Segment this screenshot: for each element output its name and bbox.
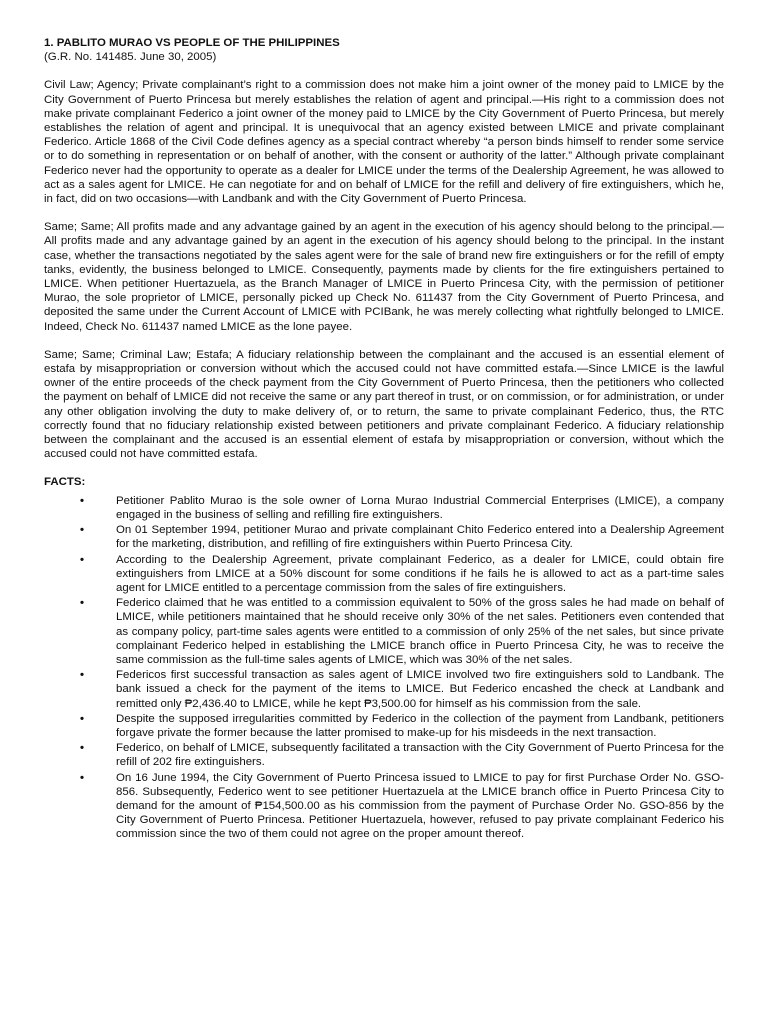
bullet-icon: • bbox=[79, 712, 84, 725]
fact-item bbox=[72, 494, 724, 522]
fact-item bbox=[72, 771, 724, 842]
fact-text: Federico, on behalf of LMICE, subsequently facilitated a transaction with the City Government of Puerto Princesa for the refill of 202 fire extinguishers. bbox=[116, 742, 724, 769]
syllabus-paragraph-profits: Same; Same; All profits made and any advantage gained by an agent in the execution of his agency should belong to the principal.—All profits made and any advantage gained by an agent in the execution of his agency should belong to the principal. In the instant case, whether the transactions negotiated by the sales agent were for the sale of brand new fire extinguishers or for the refill of empty tanks, evidently, the business belonged to LMICE. Consequently, payments made by clients for the fire extinguishers pertained to LMICE. When petitioner Huertazuela, as the Branch Manager of LMICE in Puerto Princesa City, with the permission of petitioner Murao, the sole proprietor of LMICE, personally picked up Check No. 611437 from the City Government of Puerto Princesa, and deposited the same under the Current Account of LMICE with PCIBank, he was merely collecting what rightfully belonged to LMICE. Indeed, Check No. 611437 named LMICE as the lone payee. bbox=[44, 221, 724, 333]
fact-text: On 01 September 1994, petitioner Murao and private complainant Chito Federico entered into a Dealership Agreement for the marketing, distribution, and refilling of fire extinguishers within Puerto Princesa City. bbox=[116, 524, 724, 551]
fact-item bbox=[72, 668, 724, 711]
case-header bbox=[44, 36, 724, 64]
fact-item bbox=[72, 553, 724, 596]
bullet-icon: • bbox=[79, 771, 84, 784]
bullet-icon: • bbox=[79, 669, 84, 682]
fact-item bbox=[72, 523, 724, 551]
document-page bbox=[44, 36, 724, 843]
fact-item bbox=[72, 712, 724, 740]
fact-text: Federicos first successful transaction as sales agent of LMICE involved two fire extinguishers sold to Landbank. The bank issued a check for the payment of the items to LMICE. But Federico encashed the check at Landbank and remitted only ₱2,436.40 to LMICE, while he kept ₱3,500.00 for himself as his commission from the sale. bbox=[116, 669, 724, 710]
case-citation: (G.R. No. 141485. June 30, 2005) bbox=[44, 51, 217, 64]
bullet-icon: • bbox=[79, 553, 84, 566]
fact-text: Federico claimed that he was entitled to a commission equivalent to 50% of the gross sales he had made on behalf of LMICE, while petitioners maintained that he should receive only 30% of the net sales. Petitioners even contended that as company policy, part-time sales agents were entitled to a commission of only 25% of the net sales, but since private complainant Federico helped in establishing the LMICE branch office in Puerto Princesa City, he was to receive the same commission as the full-time sales agents of LMICE, which was 30% of the net sales. bbox=[116, 597, 724, 666]
fact-item bbox=[72, 596, 724, 667]
bullet-icon: • bbox=[79, 524, 84, 537]
fact-text: Petitioner Pablito Murao is the sole owner of Lorna Murao Industrial Commercial Enterprises (LMICE), a company engaged in the business of selling and refilling fire extinguishers. bbox=[116, 494, 724, 521]
bullet-icon: • bbox=[79, 494, 84, 507]
facts-heading: FACTS: bbox=[44, 476, 86, 489]
bullet-icon: • bbox=[79, 597, 84, 610]
fact-text: Despite the supposed irregularities committed by Federico in the collection of the payment from Landbank, petitioners forgave private the former because the latter promised to make-up for his misdeeds in the next transaction. bbox=[116, 712, 724, 739]
facts-list bbox=[44, 494, 724, 842]
fact-text: On 16 June 1994, the City Government of Puerto Princesa issued to LMICE to pay for first Purchase Order No. GSO-856. Subsequently, Federico went to see petitioner Huertazuela at the LMICE branch office in Puerto Princesa City to demand for the amount of ₱154,500.00 as his commission from the payment of Purchase Order No. GSO-856 by the City Government of Puerto Princesa. Petitioner Huertazuela, however, refused to pay private complainant Federico his commission since the two of them could not agree on the proper amount thereof. bbox=[116, 771, 724, 841]
syllabus-paragraph-agency: Civil Law; Agency; Private complainant’s right to a commission does not make him a joint owner of the money paid to LMICE by the City Government of Puerto Princesa but merely establishes the relation of agent and principal.—His right to a commission does not make private complainant Federico a joint owner of the money paid to LMICE by the City Government of Puerto Princesa, but merely establishes the relation of agent and principal. It is unequivocal that an agency existed between LMICE and private complainant Federico. Article 1868 of the Civil Code defines agency as a special contract whereby “a person binds himself to render some service or to do something in representation or on behalf of another, with the consent or authority of the latter.” Although private complainant Federico never had the opportunity to operate as a dealer for LMICE under the terms of the Dealership Agreement, he was allowed to act as a sales agent for LMICE. He can negotiate for and on behalf of LMICE for the refill and delivery of fire extinguishers, which he, in fact, did on two occasions—with Landbank and with the City Government of Puerto Princesa. bbox=[44, 79, 724, 206]
case-title: 1. PABLITO MURAO VS PEOPLE OF THE PHILIPPINES bbox=[44, 37, 340, 49]
fact-item bbox=[72, 741, 724, 769]
fact-text: According to the Dealership Agreement, private complainant Federico, as a dealer for LMICE, could obtain fire extinguishers from LMICE at a 50% discount for some conditions if he fails he is allowed to act as a part-time sales agent for LMICE entitled to a percentage commission from the sales of fire extinguishers. bbox=[116, 553, 724, 594]
syllabus-paragraph-estafa: Same; Same; Criminal Law; Estafa; A fiduciary relationship between the complainant and the accused is an essential element of estafa by misappropriation or conversion without which the accused could not have committed estafa.—Since LMICE is the lawful owner of the entire proceeds of the check payment from the City Government of Puerto Princesa, then the petitioners who collected the payment on behalf of LMICE did not receive the same or any part thereof in trust, or on commission, or for administration, or under any other obligation involving the duty to make delivery of, or to return, the same to private complainant Federico, thus, the RTC correctly found that no fiduciary relationship existed between petitioners and private complainant Federico. A fiduciary relationship between the complainant and the accused is an essential element of estafa by misappropriation or conversion, without which the accused could not have committed estafa. bbox=[44, 348, 724, 461]
bullet-icon: • bbox=[79, 742, 84, 755]
